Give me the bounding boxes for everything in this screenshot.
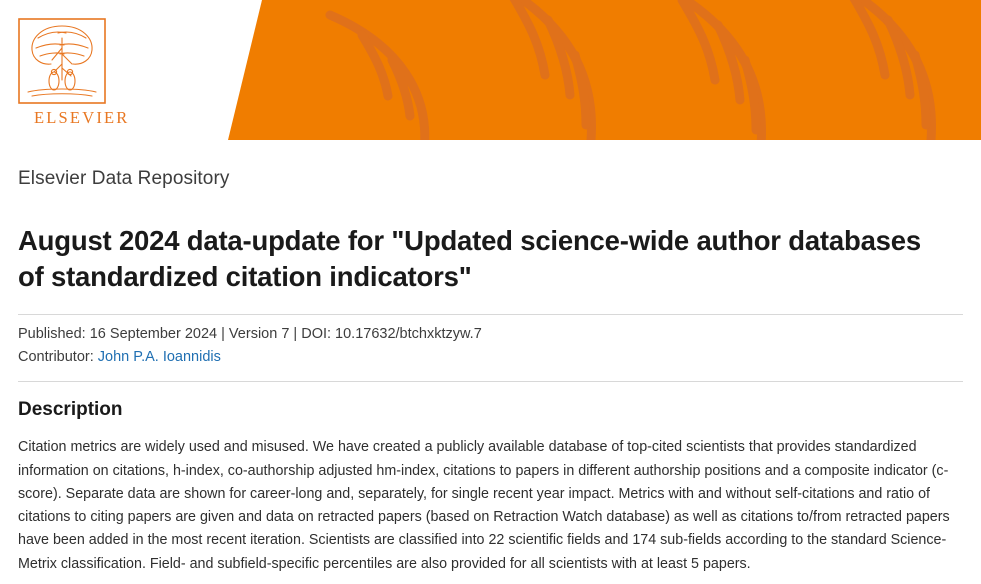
publication-meta: Published: 16 September 2024 | Version 7 | DOI: 10.17632/btchxktzyw.7 bbox=[18, 326, 482, 343]
contributor-line bbox=[18, 347, 963, 369]
elsevier-wordmark: ELSEVIER bbox=[34, 108, 130, 127]
description-text: Citation metrics are widely used and misused. We have created a publicly available database of top-cited scientists that provides standardized information on citations, h-index, co-authorship adjusted hm-index, citations to papers in different authorship positions and a composite indicator (c-score). Separate data are shown for career-long and, separately, for single recent year impact. Metrics with and without self-citations and ratio of citations to citing papers are given and data on retracted papers (based on Retraction Watch database) as well as citations to/from retracted papers have been added in the most recent iteration. Scientists are classified into 22 scientific fields and 174 sub-fields according to the standard Science-Metrix classification. Field- and subfield-specific percentiles are also provided for all scientists with at least 5 papers. bbox=[18, 439, 950, 572]
page-title: August 2024 data-update for "Updated science-wide author databases of standardized citation indicators" bbox=[18, 225, 921, 293]
elsevier-tree-icon bbox=[18, 18, 106, 104]
description-heading: Description bbox=[18, 398, 123, 420]
meta-divider-top bbox=[18, 314, 963, 315]
elsevier-logo[interactable] bbox=[18, 18, 218, 127]
contributor-label: Contributor: bbox=[18, 348, 94, 365]
repository-label: Elsevier Data Repository bbox=[18, 168, 230, 189]
document-body bbox=[0, 168, 981, 576]
contributor-link[interactable]: John P.A. Ioannidis bbox=[97, 348, 221, 365]
meta-divider-bottom bbox=[18, 381, 963, 382]
header-banner bbox=[0, 0, 981, 140]
